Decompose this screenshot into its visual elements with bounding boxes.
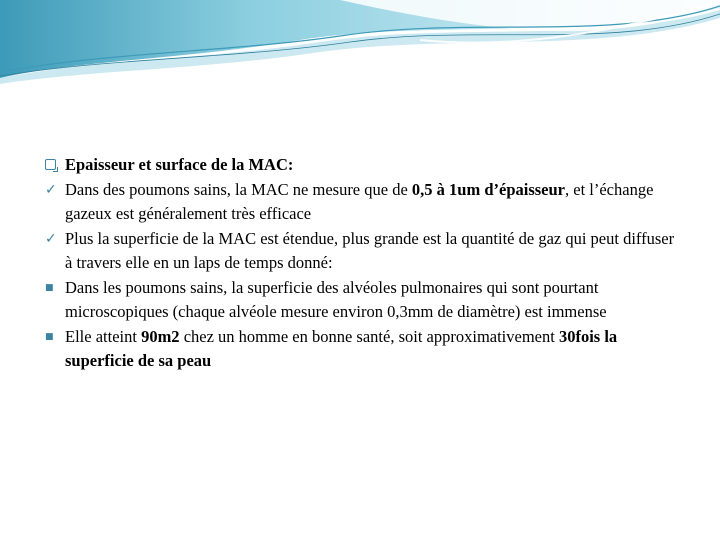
heading-row	[45, 153, 685, 178]
item-emphasis: 90m2	[141, 326, 180, 346]
slide-heading: Epaisseur et surface de la MAC:	[65, 155, 294, 174]
item-text: Dans des poumons sains, la MAC ne mesure que de	[65, 179, 412, 199]
item-text: Dans les poumons sains, la superficie des alvéoles pulmonaires qui sont pourtant microscopiques (chaque alvéole mesure environ 0,3mm de diamètre) est immense	[65, 277, 607, 321]
square-bullet-icon: ■	[45, 282, 54, 293]
item-text: Plus la superficie de la MAC est étendue, plus grande est la quantité de gaz qui peut diffuser à travers elle en un laps de temps donné:	[65, 228, 675, 272]
square-bullet-icon: ■	[45, 331, 54, 342]
check-icon: ✓	[45, 230, 57, 247]
item-emphasis: 30fois la superficie de sa peau	[65, 326, 618, 370]
q-bullet-icon	[45, 153, 61, 178]
item-text: Elle atteint	[65, 326, 142, 346]
header-wave-decoration	[0, 0, 720, 110]
item-emphasis: 0,5 à 1um d’épaisseur	[411, 179, 565, 199]
list-item	[45, 325, 685, 374]
list-item	[45, 227, 685, 276]
item-text: , et l’échange gazeux est généralement très efficace	[65, 179, 654, 223]
item-text: chez un homme en bonne santé, soit approximativement	[179, 326, 559, 346]
list-item	[45, 178, 685, 227]
slide-body	[45, 153, 685, 374]
check-icon: ✓	[45, 181, 57, 198]
list-item	[45, 276, 685, 325]
